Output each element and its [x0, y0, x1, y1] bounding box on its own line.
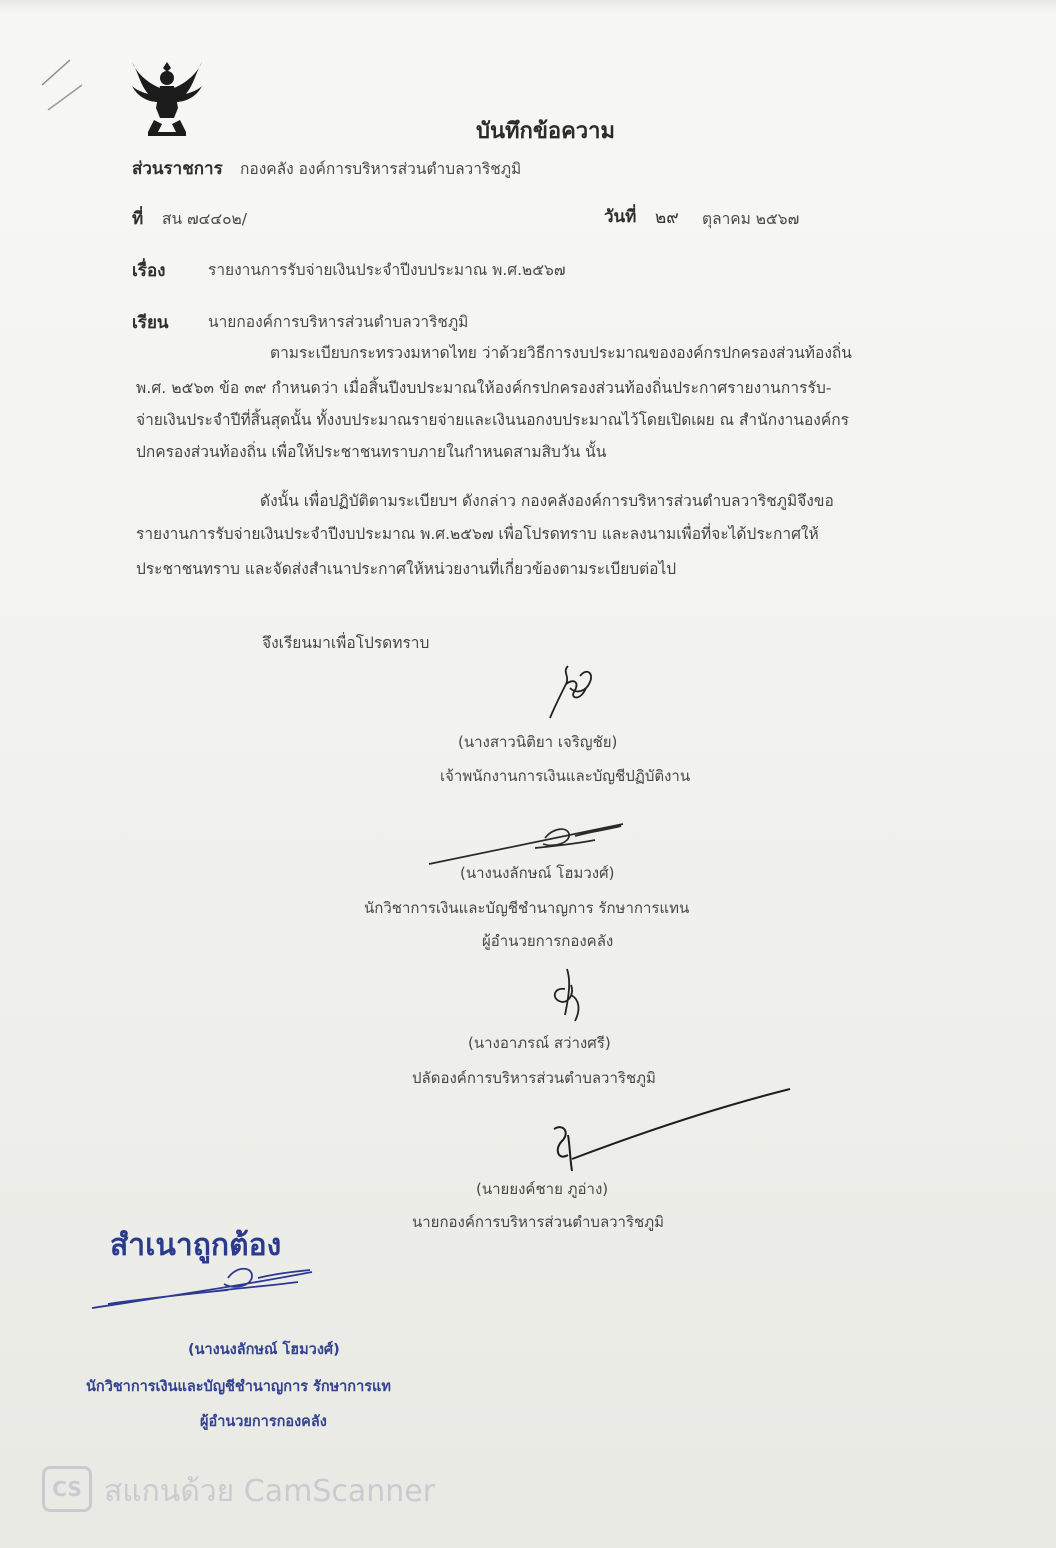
signatory-1-position: เจ้าพนักงานการเงินและบัญชีปฏิบัติงาน — [440, 767, 691, 785]
signatory-4-name: (นายยงค์ชาย ภูอ่าง) — [476, 1180, 609, 1198]
signature-1 — [540, 658, 610, 728]
agency-value: กองคลัง องค์การบริหารส่วนตำบลวาริชภูมิ — [240, 160, 522, 178]
to-value: นายกองค์การบริหารส่วนตำบลวาริชภูมิ — [208, 313, 469, 331]
scan-shadow — [0, 0, 1056, 14]
ref-label: ที่ — [132, 209, 144, 229]
subject-value: รายงานการรับจ่ายเงินประจำปีงบประมาณ พ.ศ.๒๕๖๗ — [208, 261, 566, 279]
pencil-mark — [40, 55, 90, 125]
date-label: วันที่ — [604, 207, 637, 227]
certified-copy-stamp: สำเนาถูกต้อง — [110, 1228, 282, 1263]
signatory-1-name: (นางสาวนิติยา เจริญชัย) — [458, 733, 618, 751]
para1-line: จ่ายเงินประจำปีที่สิ้นสุดนั้น ทั้งงบประมาณรายจ่ายและเงินนอกงบประมาณไว้โดยเปิดเผย ณ สำนักงานองค์กร — [136, 411, 849, 429]
camscanner-logo-icon: CS — [42, 1466, 92, 1512]
para2-line: ประชาชนทราบ และจัดส่งสำเนาประกาศให้หน่วยงานที่เกี่ยวข้องตามระเบียบต่อไป — [136, 560, 677, 578]
agency-label: ส่วนราชการ — [132, 159, 223, 179]
signature-4 — [540, 1085, 800, 1180]
signatory-3-position: ปลัดองค์การบริหารส่วนตำบลวาริชภูมิ — [412, 1069, 656, 1087]
date-month-year: ตุลาคม ๒๕๖๗ — [702, 210, 800, 228]
signatory-2-name: (นางนงลักษณ์ โฮมวงศ์) — [460, 864, 615, 882]
signatory-2-position: นักวิชาการเงินและบัญชีชำนาญการ รักษาการแทน — [364, 899, 690, 917]
certified-copy-signature — [88, 1258, 318, 1312]
certified-copy-name: (นางนงลักษณ์ โฮมวงศ์) — [188, 1342, 340, 1358]
certified-copy-position: นักวิชาการเงินและบัญชีชำนาญการ รักษาการแท — [86, 1379, 391, 1395]
signature-3 — [545, 965, 595, 1025]
memo-title: บันทึกข้อความ — [476, 119, 616, 144]
garuda-emblem-icon — [128, 58, 206, 138]
subject-label: เรื่อง — [132, 261, 166, 281]
para1-line: ปกครองส่วนท้องถิ่น เพื่อให้ประชาชนทราบภายในกำหนดสามสิบวัน นั้น — [136, 443, 607, 461]
to-label: เรียน — [132, 313, 169, 333]
para2-line: รายงานการรับจ่ายเงินประจำปีงบประมาณ พ.ศ.๒๕๖๗ เพื่อโปรดทราบ และลงนามเพื่อที่จะได้ประกาศให้ — [136, 525, 819, 543]
certified-copy-position: ผู้อำนวยการกองคลัง — [200, 1414, 327, 1430]
signatory-4-position: นายกองค์การบริหารส่วนตำบลวาริชภูมิ — [412, 1213, 664, 1231]
closing-line: จึงเรียนมาเพื่อโปรดทราบ — [262, 634, 430, 652]
para1-line: พ.ศ. ๒๕๖๓ ข้อ ๓๙ กำหนดว่า เมื่อสิ้นปีงบประมาณให้องค์กรปกครองส่วนท้องถิ่นประกาศรายงานการรับ- — [136, 379, 832, 397]
date-day: ๒๙ — [655, 208, 679, 228]
signatory-2-position: ผู้อำนวยการกองคลัง — [482, 932, 614, 950]
camscanner-watermark: สแกนด้วย CamScanner — [104, 1474, 436, 1509]
ref-value: สน ๗๔๔๐๒/ — [162, 210, 248, 228]
para1-line: ตามระเบียบกระทรวงมหาดไทย ว่าด้วยวิธีการงบประมาณขององค์กรปกครองส่วนท้องถิ่น — [270, 344, 852, 362]
para2-line: ดังนั้น เพื่อปฏิบัติตามระเบียบฯ ดังกล่าว กองคลังองค์การบริหารส่วนตำบลวาริชภูมิจึงขอ — [260, 492, 834, 510]
signatory-3-name: (นางอาภรณ์ สว่างศรี) — [468, 1034, 611, 1052]
